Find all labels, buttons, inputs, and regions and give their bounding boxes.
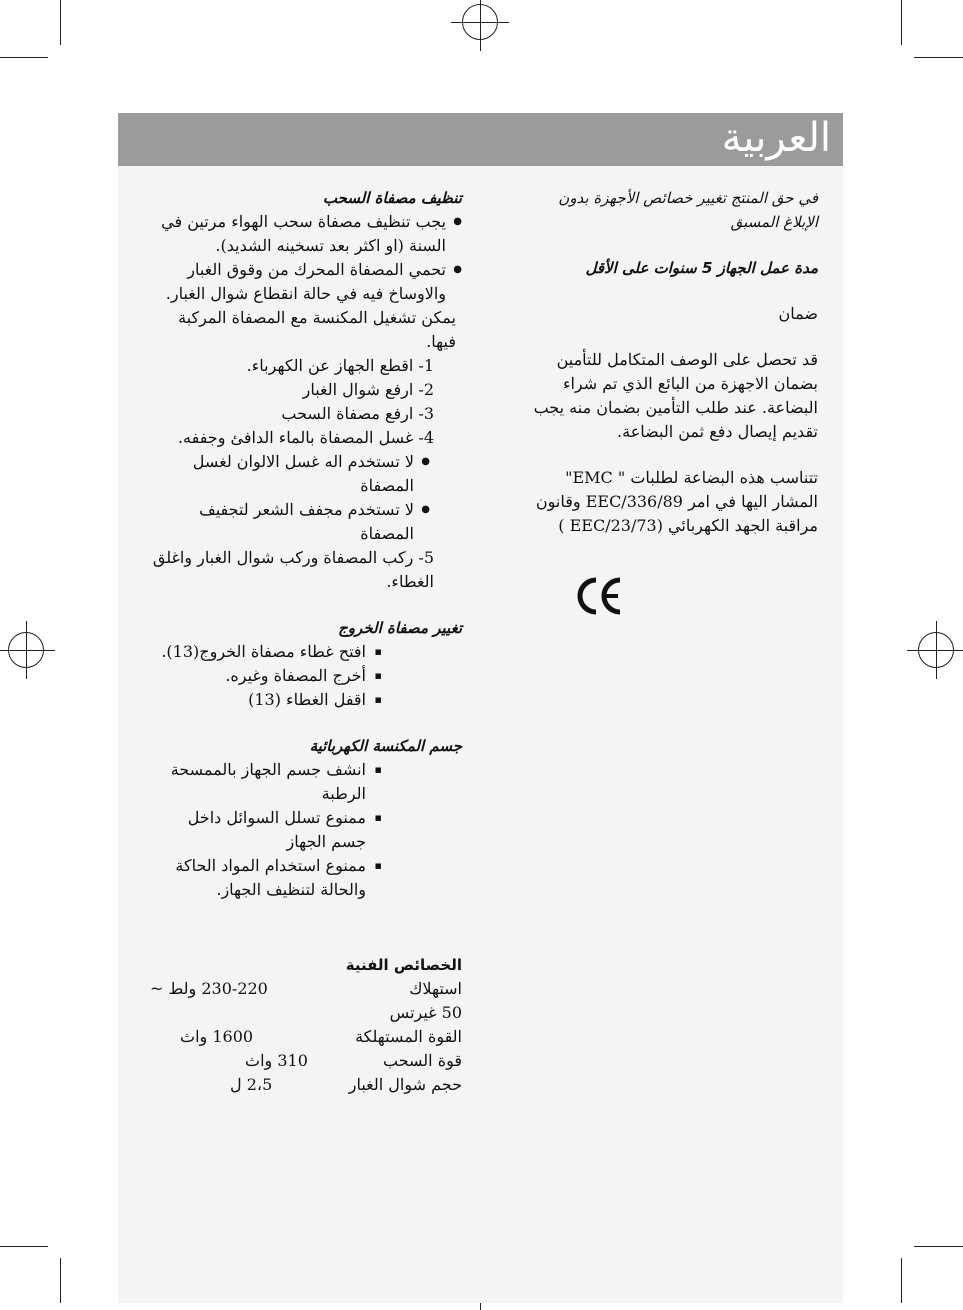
table-row bbox=[150, 1001, 462, 1025]
table-row bbox=[150, 977, 462, 1001]
list-item: ● تحمي المصفاة المحرك من وقوق الغبار والاوساخ فيه في حالة انقطاع شوال الغبار. bbox=[150, 258, 446, 306]
crop-mark bbox=[914, 1246, 963, 1247]
crop-mark bbox=[0, 1246, 48, 1247]
paragraph: ضمان bbox=[778, 304, 818, 323]
list-item: ▪ أخرج المصفاة وغيره. bbox=[150, 664, 366, 688]
paragraph: يمكن تشغيل المكنسة مع المصفاة المركبة فيها. bbox=[178, 308, 456, 351]
registration-mark-icon bbox=[8, 632, 44, 668]
spec-label: قوة السحب bbox=[382, 1051, 462, 1070]
table-row bbox=[150, 1049, 462, 1073]
bullet-list bbox=[150, 210, 462, 306]
spec-label: 50 غيرتس bbox=[389, 1003, 462, 1022]
language-banner bbox=[118, 113, 843, 166]
bullet-list bbox=[150, 450, 462, 546]
table-row bbox=[150, 1025, 462, 1049]
bullet-list bbox=[150, 758, 462, 902]
bullet-list bbox=[150, 640, 462, 712]
spec-value: 310 واث bbox=[245, 1051, 308, 1070]
section-heading: الخصائص الفنية bbox=[345, 956, 462, 974]
list-item: ▪ افتح غطاء مصفاة الخروج(13). bbox=[150, 640, 366, 664]
crop-mark bbox=[60, 0, 61, 45]
spec-value: 230-220 ولط ~ bbox=[150, 979, 268, 998]
ce-mark-icon bbox=[574, 574, 624, 618]
list-item: ▪ اقفل الغطاء (13) bbox=[150, 688, 366, 712]
step-item: 5- ركب المصفاة وركب شوال الغبار واغلق الغطاء. bbox=[152, 548, 434, 591]
spec-label: القوة المستهلكة bbox=[355, 1027, 462, 1046]
spec-value: 2،5 ل bbox=[230, 1075, 273, 1094]
crop-mark bbox=[0, 57, 48, 58]
page-title: العربية bbox=[721, 115, 831, 161]
list-item: ● يجب تنظيف مصفاة سحب الهواء مرتين في السنة (او اكثر بعد تسخينه الشديد). bbox=[150, 210, 446, 258]
step-item: 3- ارفع مصفاة السحب bbox=[281, 404, 434, 423]
list-item: ● لا تستخدم مجفف الشعر لتجفيف المصفاة bbox=[150, 498, 414, 546]
step-item: 1- اقطع الجهاز عن الكهرباء. bbox=[246, 356, 434, 375]
spec-label: حجم شوال الغبار bbox=[348, 1075, 462, 1094]
list-item: ▪ انشف جسم الجهاز بالممسحة الرطبة bbox=[150, 758, 366, 806]
crop-mark bbox=[60, 1258, 61, 1303]
crop-mark bbox=[901, 0, 902, 45]
registration-mark-icon bbox=[462, 4, 498, 40]
registration-mark-icon bbox=[918, 632, 954, 668]
spec-value: 1600 واث bbox=[180, 1027, 254, 1046]
paragraph: تتناسب هذه البضاعة لطلبات " EMC" المشار اليها في امر EEC/336/89 وقانون مراقبة الجهد الكهربائي (EEC/23/73 ) bbox=[535, 468, 818, 535]
section-heading: مدة عمل الجهاز 5 سنوات على الأقل bbox=[585, 259, 818, 277]
crop-mark bbox=[914, 57, 963, 58]
right-column bbox=[522, 186, 818, 538]
table-row bbox=[150, 1073, 462, 1097]
list-item: ▪ ممنوع استخدام المواد الحاكة والحالة لتنظيف الجهاز. bbox=[150, 854, 366, 902]
step-item: 2- ارفع شوال الغبار bbox=[302, 380, 434, 399]
step-item: 4- غسل المصفاة بالماء الدافئ وجففه. bbox=[177, 428, 434, 447]
list-item: ● لا تستخدم اله غسل الالوان لغسل المصفاة bbox=[150, 450, 414, 498]
left-column bbox=[150, 186, 462, 902]
section-heading: جسم المكنسة الكهربائية bbox=[309, 737, 462, 755]
section-heading: تغيير مصفاة الخروج bbox=[338, 619, 462, 637]
paragraph: في حق المنتج تغيير خصائص الأجهزة بدون الإبلاغ المسبق bbox=[558, 189, 818, 231]
spec-label: استهلاك bbox=[409, 979, 462, 998]
crop-mark bbox=[901, 1258, 902, 1303]
section-heading: تنظيف مصفاة السحب bbox=[322, 189, 462, 207]
list-item: ▪ ممنوع تسلل السوائل داخل جسم الجهاز bbox=[150, 806, 366, 854]
paragraph: قد تحصل على الوصف المتكامل للتأمين بضمان الاجهزة من البائع الذي تم شراء البضاعة. عند طلب التأمين بضمان منه يجب تقديم إيصال دفع ثمن البضاعة. bbox=[533, 350, 818, 441]
specs-table bbox=[150, 953, 462, 1097]
